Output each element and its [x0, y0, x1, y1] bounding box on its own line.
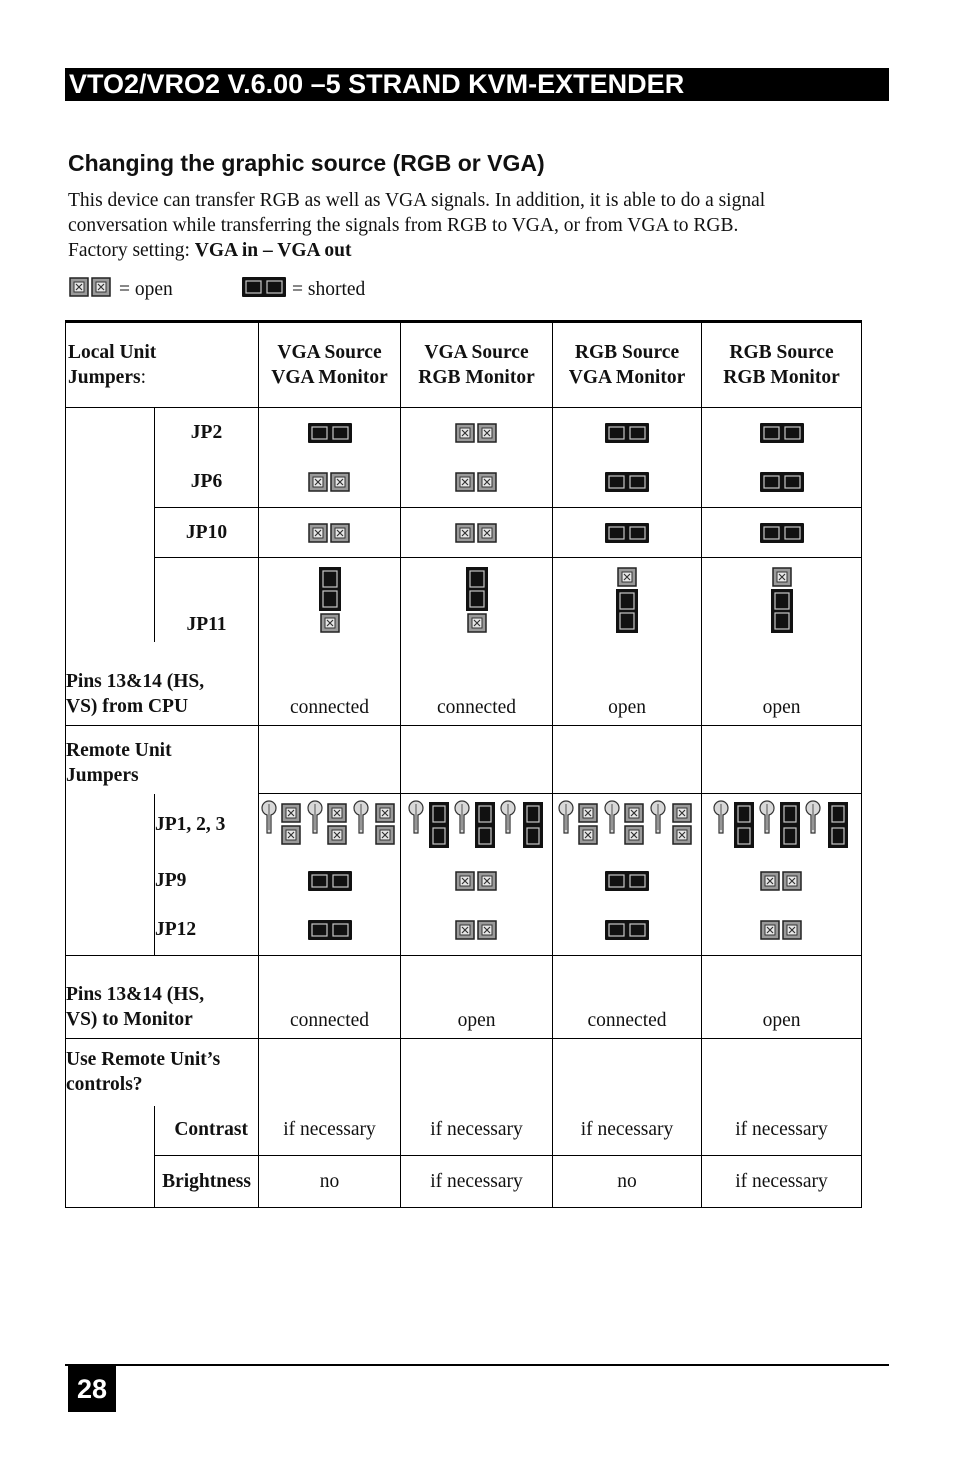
remote-jumpers-spacer [66, 794, 155, 956]
intro-paragraph [68, 188, 868, 263]
empty-cell [553, 726, 702, 794]
brightness-value: no [553, 1156, 702, 1208]
jumper-label-jp6: JP6 [155, 458, 259, 508]
jumper-shorted-icon [241, 275, 287, 299]
table-header-row [66, 322, 862, 408]
pins-to-monitor-value: connected [259, 956, 401, 1039]
pins-to-monitor-value: open [401, 956, 553, 1039]
page-header-title: VTO2/VRO2 V.6.00 –5 STRAND KVM-EXTENDER [65, 68, 889, 101]
jumper-shorted-icon [553, 521, 701, 545]
empty-cell [702, 1039, 862, 1106]
use-remote-controls-label [66, 1039, 259, 1106]
pins-to-monitor-value: connected [553, 956, 702, 1039]
control-label-brightness: Brightness [155, 1156, 259, 1208]
jumper-triple-icon [702, 800, 861, 850]
jumper-shorted-icon [702, 470, 861, 494]
brightness-value: if necessary [401, 1156, 553, 1208]
pins-to-monitor-line-2: VS) to Monitor [66, 1009, 193, 1030]
table-row-contrast [66, 1106, 862, 1156]
jumper-label-jp12: JP12 [155, 906, 259, 956]
jumper-shorted-icon [259, 421, 400, 445]
jumper-open-icon [259, 470, 400, 494]
brightness-value: no [259, 1156, 401, 1208]
footer-rule [65, 1364, 889, 1366]
jumper-settings-table [65, 320, 862, 1208]
contrast-value: if necessary [553, 1106, 702, 1156]
table-row-remote-heading [66, 726, 862, 794]
table-row-jp1-2-3 [66, 794, 862, 856]
contrast-value: if necessary [702, 1106, 862, 1156]
contrast-value: if necessary [401, 1106, 553, 1156]
legend-open [68, 278, 173, 302]
jumper-open-icon [401, 869, 552, 893]
pins-from-cpu-label [66, 642, 259, 726]
jumper-triple-icon [401, 800, 552, 850]
jumper-label-jp9: JP9 [155, 869, 187, 891]
pins-from-cpu-value: open [702, 642, 862, 726]
pins-from-cpu-line-2: VS) from CPU [66, 696, 189, 717]
jumper-open-icon [401, 918, 552, 942]
controls-spacer [66, 1106, 155, 1208]
corner-line-1: Local Unit [68, 342, 157, 363]
table-corner-header [66, 322, 259, 408]
pins-from-cpu-line-1: Pins 13&14 (HS, [66, 671, 205, 692]
table-row-brightness [66, 1156, 862, 1208]
empty-cell [259, 726, 401, 794]
pins-to-monitor-label [66, 956, 259, 1039]
pins-to-monitor-value: open [702, 956, 862, 1039]
column-header-line-1: RGB Source [729, 342, 834, 363]
legend-shorted [241, 278, 365, 302]
jumper-vertical-icon [553, 565, 701, 635]
column-header-line-1: VGA Source [424, 342, 529, 363]
table-row-jp9 [66, 856, 862, 906]
jumper-shorted-icon [553, 470, 701, 494]
column-header-line-2: VGA Monitor [568, 367, 686, 388]
contrast-value: if necessary [259, 1106, 401, 1156]
jumper-shorted-icon [553, 918, 701, 942]
legend-shorted-label: = shorted [292, 279, 366, 300]
empty-cell [259, 1039, 401, 1106]
empty-cell [401, 1039, 553, 1106]
brightness-value: if necessary [702, 1156, 862, 1208]
empty-cell [702, 726, 862, 794]
jumper-open-icon [68, 275, 114, 299]
column-header [553, 322, 702, 408]
table-row-controls-heading [66, 1039, 862, 1106]
pins-from-cpu-value: open [553, 642, 702, 726]
column-header [259, 322, 401, 408]
jumper-open-icon [401, 421, 552, 445]
table-row-jp2 [66, 408, 862, 458]
intro-line-1: This device can transfer RGB as well as VGA signals. In addition, it is able to do a signal [68, 190, 766, 211]
column-header [702, 322, 862, 408]
factory-setting-label: Factory setting: [68, 240, 195, 261]
factory-setting [68, 238, 868, 263]
pins-from-cpu-value: connected [259, 642, 401, 726]
jumper-open-icon [401, 521, 552, 545]
jumper-label-jp1-2-3: JP1, 2, 3 [155, 813, 226, 835]
jumper-shorted-icon [259, 869, 400, 893]
jumper-shorted-icon [702, 421, 861, 445]
table-row-pins-to-monitor [66, 956, 862, 1039]
jumper-shorted-icon [553, 869, 701, 893]
jumper-label-jp10: JP10 [155, 508, 259, 558]
remote-heading-line-1: Remote Unit [66, 740, 172, 761]
jumper-open-icon [702, 918, 861, 942]
pins-from-cpu-value: connected [401, 642, 553, 726]
column-header-line-1: VGA Source [277, 342, 382, 363]
control-label-contrast: Contrast [155, 1106, 259, 1156]
jumper-shorted-icon [553, 421, 701, 445]
table-row-pins-from-cpu [66, 642, 862, 726]
column-header-line-1: RGB Source [574, 342, 680, 363]
empty-cell [401, 726, 553, 794]
jumper-vertical-icon [259, 565, 400, 635]
intro-line-2: conversation while transferring the signals from RGB to VGA, or from VGA to RGB. [68, 215, 739, 236]
jumper-shorted-icon [259, 918, 400, 942]
jumper-open-icon [259, 521, 400, 545]
pins-to-monitor-line-1: Pins 13&14 (HS, [66, 984, 205, 1005]
jumper-label-jp2: JP2 [190, 421, 223, 443]
jumper-label-jp11: JP11 [186, 613, 227, 635]
legend-open-label: = open [119, 279, 173, 300]
controls-heading-line-1: Use Remote Unit’s [66, 1049, 221, 1070]
table-row-jp6 [66, 458, 862, 508]
page-number: 28 [68, 1366, 116, 1412]
table-row-jp12 [66, 906, 862, 956]
jumper-shorted-icon [702, 521, 861, 545]
column-header-line-2: RGB Monitor [418, 367, 535, 388]
table-row-jp11 [66, 558, 862, 642]
empty-cell [553, 1039, 702, 1106]
local-jumpers-spacer [66, 408, 155, 642]
corner-colon: : [140, 367, 147, 388]
section-heading: Changing the graphic source (RGB or VGA) [68, 150, 545, 176]
column-header [401, 322, 553, 408]
factory-setting-value: VGA in – VGA out [194, 240, 352, 261]
corner-line-2: Jumpers [68, 367, 141, 388]
controls-heading-line-2: controls? [66, 1074, 143, 1095]
jumper-vertical-icon [702, 565, 861, 635]
table-row-jp10 [66, 508, 862, 558]
remote-heading-line-2: Jumpers [66, 765, 139, 786]
jumper-triple-icon [259, 800, 400, 850]
remote-unit-jumpers-label [66, 726, 259, 794]
jumper-triple-icon [553, 800, 701, 850]
jumper-open-icon [702, 869, 861, 893]
jumper-legend [68, 278, 868, 306]
column-header-line-2: RGB Monitor [723, 367, 840, 388]
jumper-vertical-icon [401, 565, 552, 635]
jumper-open-icon [401, 470, 552, 494]
column-header-line-2: VGA Monitor [271, 367, 388, 388]
